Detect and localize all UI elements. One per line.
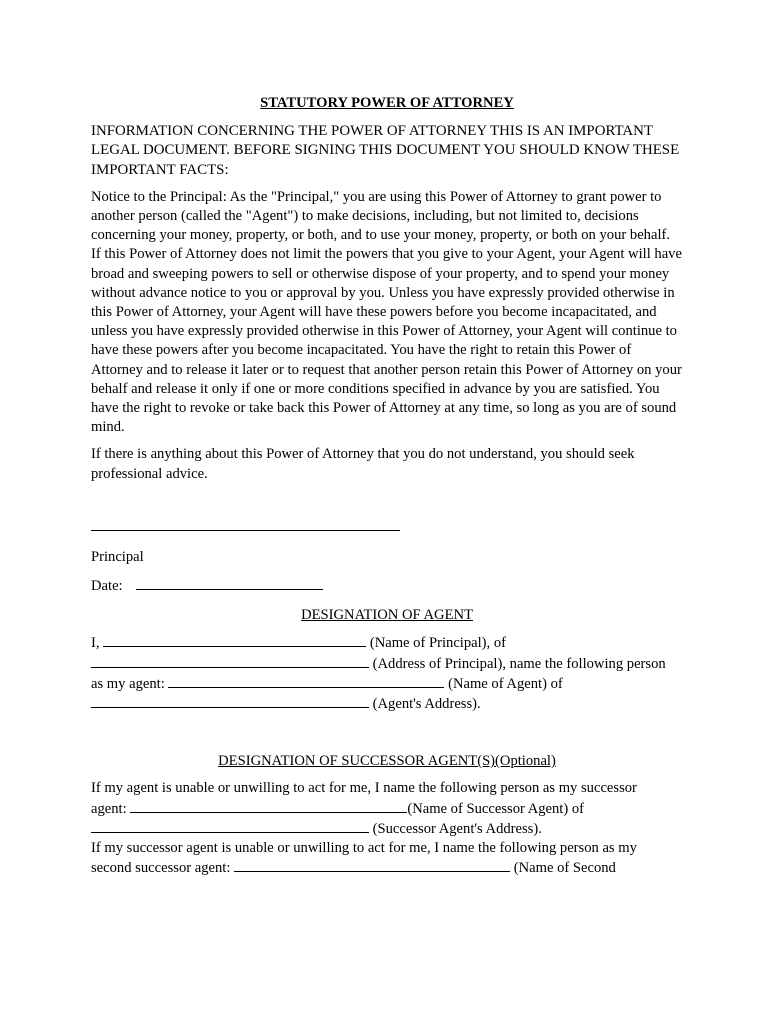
successor-address-field[interactable]: [91, 819, 369, 833]
important-heading: INFORMATION CONCERNING THE POWER OF ATTORNEY THIS IS AN IMPORTANT LEGAL DOCUMENT. BEFORE SIGNING THIS DOCUMENT YOU SHOULD KNOW THESE IMPORTANT FACTS:: [91, 123, 680, 178]
designation-of-agent-heading: DESIGNATION OF AGENT: [301, 607, 473, 624]
agent-line-1: [91, 633, 683, 653]
agent-line-3: [91, 674, 683, 694]
successor-designation-block: [91, 779, 683, 878]
name-of-second-label: (Name of Second: [513, 860, 616, 877]
principal-label: Principal: [91, 548, 144, 565]
date-label: Date:: [91, 578, 123, 595]
second-successor-label: second successor agent:: [91, 860, 231, 877]
principal-address-field[interactable]: [91, 654, 369, 668]
second-successor-name-field[interactable]: [234, 858, 510, 872]
as-my-agent-label: as my agent:: [91, 675, 165, 692]
notice-paragraph: Notice to the Principal: As the "Principal," you are using this Power of Attorney to grant power to another person (called the "Agent") to make decisions, including, but not limited to, decisions concerning your money, property, or both, and to use your money, property, or both on your behalf. If this Power of Attorney does not limit the powers that you give to your Agent, your Agent will have broad and sweeping powers to sell or otherwise dispose of your property, and to spend your money without advance notice to you or approval by you. Unless you have expressly provided otherwise in this Power of Attorney, your Agent will have these powers before you become incapacitated, and unless you have expressly provided otherwise in this Power of Attorney, your Agent will continue to have these powers after you become incapacitated. You have the right to retain this Power of Attorney and to release it later or to request that another person retain this Power of Attorney on your behalf and release it only if one or more conditions specified in advance by you are satisfied. You have the right to revoke or take back this Power of Attorney at any time, so long as you are of sound mind.: [91, 188, 682, 436]
successor-name-field[interactable]: [130, 799, 407, 813]
name-of-principal-label: (Name of Principal), of: [369, 635, 506, 652]
agent-label: agent:: [91, 800, 127, 817]
name-of-agent-label: (Name of Agent) of: [448, 675, 563, 692]
principal-name-field[interactable]: [103, 633, 366, 647]
name-of-successor-label: (Name of Successor Agent) of: [407, 800, 585, 817]
principal-signature-line[interactable]: [91, 530, 400, 531]
successor-address-label: (Successor Agent's Address).: [372, 820, 542, 837]
agent-line-4: [91, 694, 683, 714]
designation-of-successor-heading: DESIGNATION OF SUCCESSOR AGENT(S)(Optional): [218, 753, 556, 770]
agent-designation-block: [91, 633, 683, 714]
agent-name-field[interactable]: [168, 674, 444, 688]
second-successor-line-1: If my successor agent is unable or unwilling to act for me, I name the following person as my: [91, 840, 637, 857]
date-field[interactable]: [136, 576, 323, 590]
advice-paragraph: If there is anything about this Power of Attorney that you do not understand, you should seek professional advice.: [91, 446, 635, 482]
agent-address-field[interactable]: [91, 694, 369, 708]
successor-line-3: [91, 819, 683, 839]
second-successor-line-2: [91, 858, 683, 878]
date-row: [91, 576, 683, 596]
i-label: I,: [91, 635, 100, 652]
document-page: [91, 94, 683, 879]
agents-address-label: (Agent's Address).: [372, 696, 481, 713]
successor-line-1: If my agent is unable or unwilling to act for me, I name the following person as my successor: [91, 780, 637, 797]
document-title: STATUTORY POWER OF ATTORNEY: [260, 95, 514, 111]
address-of-principal-label: (Address of Principal), name the following person: [372, 655, 666, 672]
agent-line-2: [91, 654, 683, 674]
successor-line-2: [91, 799, 683, 819]
